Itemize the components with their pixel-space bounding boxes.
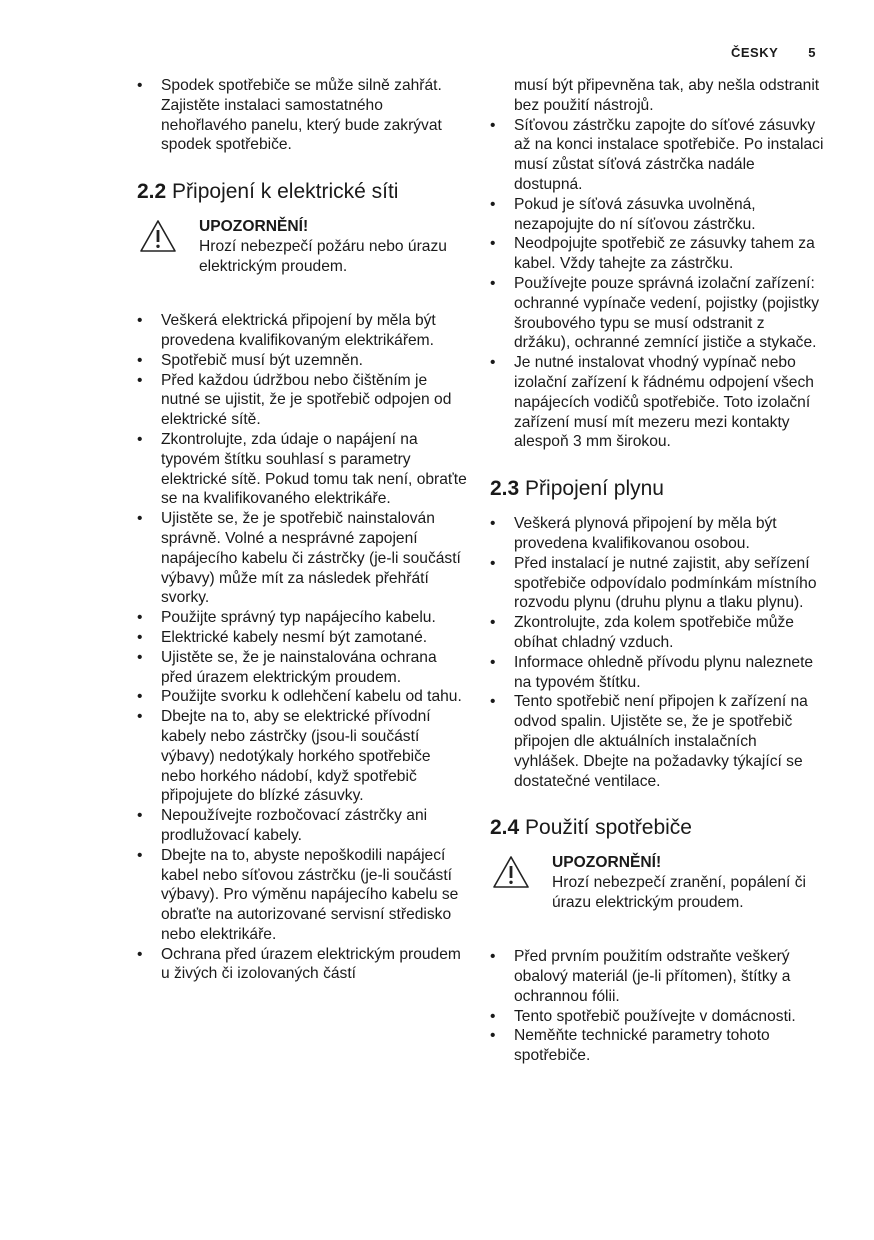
- header-language: ČESKY: [730, 45, 779, 60]
- list-item: • Síťovou zástrčku zapojte do síťové zásuvky až na konci instalace spotřebiče. Po instalaci musí zůstat síťová zástrčka nadále dostupná.: [490, 116, 825, 195]
- list-item: • Zkontrolujte, zda kolem spotřebiče může obíhat chladný vzduch.: [490, 613, 825, 653]
- list-item: • Informace ohledně přívodu plynu naleznete na typovém štítku.: [490, 653, 825, 693]
- warning-text: Hrozí nebezpečí zranění, popálení či úrazu elektrickým proudem.: [552, 874, 806, 911]
- section-number: 2.3: [490, 477, 520, 501]
- list-item: • Zkontrolujte, zda údaje o napájení na typovém štítku souhlasí s parametry elektrické sítě. Pokud tomu tak není, obraťte se na kvalifikovaného elektrikáře.: [137, 430, 467, 509]
- list-item: • Tento spotřebič používejte v domácnosti.: [490, 1007, 825, 1027]
- list-item: • Tento spotřebič není připojen k zařízení na odvod spalin. Ujistěte se, že je spotřebič připojen dle aktuálních instalačních vyhlášek. Dbejte na požadavky týkající se dostatečné ventilace.: [490, 692, 825, 791]
- section-heading-2-3: [490, 476, 825, 502]
- section-title: Připojení k elektrické síti: [172, 180, 399, 204]
- page-number: 5: [808, 45, 816, 60]
- list-item: • Pokud je síťová zásuvka uvolněná, nezapojujte do ní síťovou zástrčku.: [490, 195, 825, 235]
- list-item: • Ochrana před úrazem elektrickým proudem u živých či izolovaných částí: [137, 945, 467, 985]
- list-item: • Dbejte na to, abyste nepoškodili napájecí kabel nebo síťovou zástrčku (je-li součástí výbavy). Pro výměnu napájecího kabelu se obraťte na autorizované servisní středisko nebo elektrikáře.: [137, 846, 467, 945]
- warning-box: [490, 853, 825, 923]
- list-item: • Před prvním použitím odstraňte veškerý obalový materiál (je-li přítomen), štítky a ochrannou fólii.: [490, 947, 825, 1006]
- section-title: Připojení plynu: [525, 477, 664, 501]
- list-item: • Neměňte technické parametry tohoto spotřebiče.: [490, 1026, 825, 1066]
- section-2-3-bullet-list: [490, 514, 825, 791]
- page-header: [731, 45, 816, 60]
- list-item: • Je nutné instalovat vhodný vypínač nebo izolační zařízení k řádnému odpojení všech napájecích vodičů spotřebiče. Toto izolační zařízení musí mít mezeru mezi kontakty alespoň 3 mm širokou.: [490, 353, 825, 452]
- list-item: • Elektrické kabely nesmí být zamotané.: [137, 628, 467, 648]
- left-column: [137, 76, 467, 984]
- warning-triangle-icon: [492, 855, 530, 889]
- list-item: • Neodpojujte spotřebič ze zásuvky tahem za kabel. Vždy tahejte za zástrčku.: [490, 234, 825, 274]
- section-number: 2.4: [490, 816, 520, 840]
- list-item: • Použijte svorku k odlehčení kabelu od tahu.: [137, 687, 467, 707]
- warning-box: [137, 217, 467, 287]
- list-item: • Před instalací je nutné zajistit, aby seřízení spotřebiče odpovídalo podmínkám místního rozvodu plynu (druhu plynu a tlaku plynu).: [490, 554, 825, 613]
- section-2-4-bullet-list: [490, 947, 825, 1066]
- section-title: Použití spotřebiče: [525, 816, 692, 840]
- section-heading-2-2: [137, 179, 467, 205]
- right-bullet-list: [490, 116, 825, 453]
- list-item: • Před každou údržbou nebo čištěním je nutné se ujistit, že je spotřebič odpojen od elektrické sítě.: [137, 371, 467, 430]
- warning-triangle-icon: [139, 219, 177, 253]
- section-2-2-bullet-list: [137, 311, 467, 984]
- section-number: 2.2: [137, 180, 167, 204]
- list-item: • Nepoužívejte rozbočovací zástrčky ani prodlužovací kabely.: [137, 806, 467, 846]
- list-item: • Veškerá elektrická připojení by měla být provedena kvalifikovaným elektrikářem.: [137, 311, 467, 351]
- continuation-text: musí být připevněna tak, aby nešla odstranit bez použití nástrojů.: [514, 77, 820, 114]
- list-item: • Použijte správný typ napájecího kabelu.: [137, 608, 467, 628]
- list-item: • Spotřebič musí být uzemněn.: [137, 351, 467, 371]
- warning-title: UPOZORNĚNÍ!: [199, 218, 309, 236]
- continuation-list: [490, 76, 825, 116]
- right-column: [490, 76, 825, 1066]
- intro-bullet-list: [137, 76, 467, 155]
- warning-text: Hrozí nebezpečí požáru nebo úrazu elektrickým proudem.: [199, 237, 447, 275]
- warning-title: UPOZORNĚNÍ!: [552, 854, 662, 872]
- section-heading-2-4: [490, 815, 825, 841]
- list-item: • Používejte pouze správná izolační zařízení: ochranné vypínače vedení, pojistky (pojistky šroubového typu se musí odstranit z držáku), ochranné zemnící jističe a stykače.: [490, 274, 825, 353]
- list-item: • Ujistěte se, že je spotřebič nainstalován správně. Volné a nesprávné zapojení napájecího kabelu či zástrčky (je-li součástí výbavy) může mít za následek přehřátí svorky.: [137, 509, 467, 608]
- list-item: • Dbejte na to, aby se elektrické přívodní kabely nebo zástrčky (jsou-li součástí výbavy) nedotýkaly horkého spotřebiče nebo horkého nádobí, když spotřebič připojujete do blízké zásuvky.: [137, 707, 467, 806]
- list-item: • Ujistěte se, že je nainstalována ochrana před úrazem elektrickým proudem.: [137, 648, 467, 688]
- list-item: • Veškerá plynová připojení by měla být provedena kvalifikovanou osobou.: [490, 514, 825, 554]
- list-item: • Spodek spotřebiče se může silně zahřát. Zajistěte instalaci samostatného nehořlavého panelu, který bude zakrývat spodek spotřebiče.: [137, 76, 467, 155]
